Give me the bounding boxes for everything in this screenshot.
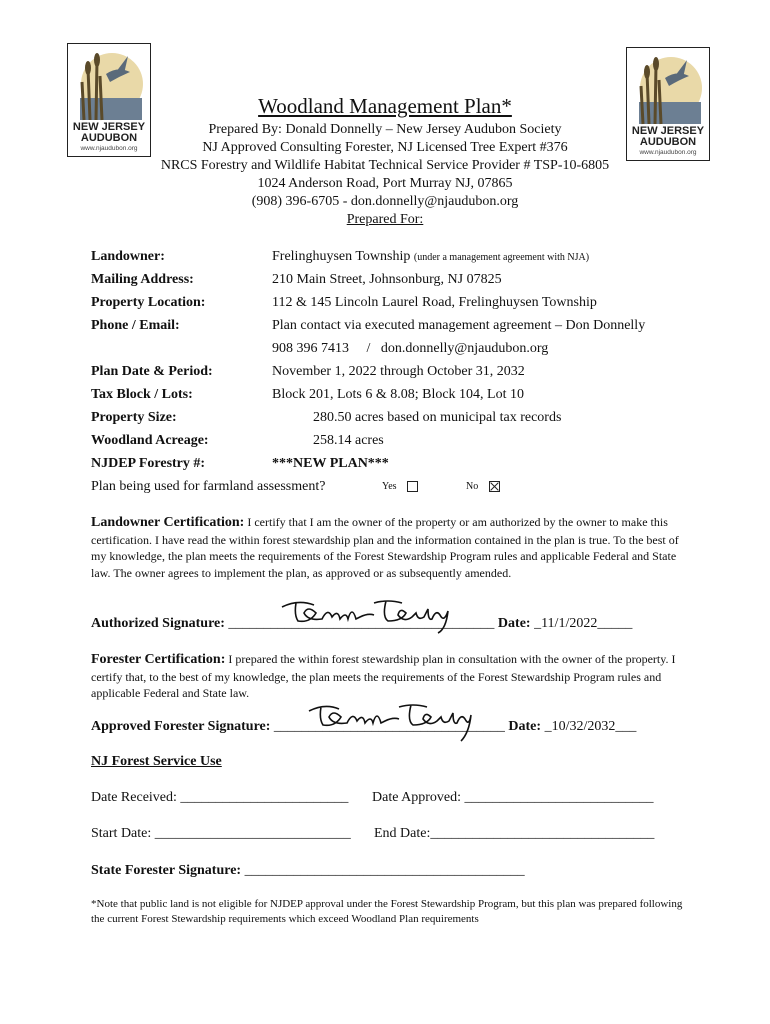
forester-signature-image [305,701,475,743]
logo-text-line2: AUDUBON [80,132,138,144]
woodland-value: 258.14 acres [313,433,384,448]
prepared-by: Prepared By: Donald Donnelly – New Jersey Audubon Society [208,122,562,137]
state-forester-signature-row [91,863,525,879]
date-received-field[interactable]: Date Received: ________________________ [91,790,349,805]
mailing-value: 210 Main Street, Johnsonburg, NJ 07825 [272,272,502,287]
no-checkbox-checked[interactable] [489,481,500,492]
provider: NRCS Forestry and Wildlife Habitat Technical Service Provider # TSP-10-6805 [160,158,610,173]
forester-cert-heading: Forester Certification: [91,652,226,667]
tax-label: Tax Block / Lots: [91,387,193,402]
authorized-sig-label: Authorized Signature: [91,616,225,631]
landowner-cert-heading: Landowner Certification: [91,515,245,530]
forester-sig-line[interactable]: _________________________________ [273,719,505,734]
state-forester-line[interactable]: ________________________________________ [244,863,525,878]
page-title: Woodland Management Plan* [258,94,512,118]
size-label: Property Size: [91,410,177,425]
landowner-value: Frelinghuysen Township (under a management agreement with NJA) [272,249,590,264]
forestry-label: NJDEP Forestry #: [91,456,206,471]
mailing-label: Mailing Address: [91,272,194,287]
landowner-label: Landowner: [91,249,165,264]
size-value: 280.50 acres based on municipal tax records [313,410,562,425]
phone-value-1: Plan contact via executed management agreement – Don Donnelly [272,318,646,333]
yes-checkbox[interactable] [407,481,418,492]
date-approved-field[interactable]: Date Approved: ___________________________ [372,790,654,805]
forester-date-value[interactable]: _10/32/2032___ [544,719,637,734]
address: 1024 Anderson Road, Port Murray NJ, 07865 [257,176,513,191]
forester-date-label: Date: [508,719,542,734]
landowner-signature-image [278,595,458,635]
end-date-field[interactable]: End Date:________________________________ [374,826,655,841]
start-date-field[interactable]: Start Date: ____________________________ [91,826,351,841]
location-value: 112 & 145 Lincoln Laurel Road, Frelinghuysen Township [272,295,597,310]
forestry-value: ***NEW PLAN*** [272,456,389,471]
footnote: *Note that public land is not eligible for NJDEP approval under the Forest Stewardship Program, but this plan was prepared following the current Forest Stewardship requirements which exceed Woodland Plan requirements [91,898,683,925]
woodland-label: Woodland Acreage: [91,433,209,448]
location-label: Property Location: [91,295,206,310]
authorized-sig-line[interactable]: ______________________________________ [228,616,495,631]
logo-url: www.njaudubon.org [639,149,697,156]
logo-text-line2: AUDUBON [639,136,697,148]
forester-certification [91,651,681,702]
landowner-certification [91,514,681,581]
nj-forest-service-heading: NJ Forest Service Use [91,754,222,769]
authorized-date-label: Date: [497,616,531,631]
landowner-note: (under a management agreement with NJA) [413,252,590,263]
phone-label: Phone / Email: [91,318,180,333]
authorized-date-value[interactable]: _11/1/2022_____ [534,616,633,631]
farmland-question: Plan being used for farmland assessment? [91,479,326,494]
yes-option [382,481,418,492]
logo-text-line1: NEW JERSEY [72,121,146,133]
no-option [466,481,500,492]
contact: (908) 396-6705 - don.donnelly@njaudubon.org [251,194,519,209]
no-label: No [466,481,479,492]
prepared-for: Prepared For: [346,212,424,227]
plan-date-value: November 1, 2022 through October 31, 2032 [272,364,525,379]
yes-label: Yes [382,481,397,492]
landowner-cert-text: I certify that I am the owner of the property or am authorized by the owner to make this certification. I have read the within forest stewardship plan and the information contained in the plan is true. To the best of my knowledge, the plan meets the requirements of the Forest Stewardship Program rules and applicable Federal and State law. The owner agrees to implement the plan, as approved or as subsequently amended. [91,515,679,580]
plan-date-label: Plan Date & Period: [91,364,213,379]
logo-text-line1: NEW JERSEY [631,125,705,137]
tax-value: Block 201, Lots 6 & 8.08; Block 104, Lot 10 [272,387,524,402]
phone-value-2: 908 396 7413 / don.donnelly@njaudubon.org [272,341,549,356]
forester-sig-label: Approved Forester Signature: [91,719,271,734]
logo-url: www.njaudubon.org [80,145,138,152]
state-forester-label: State Forester Signature: [91,863,242,878]
forester-cert-text: I prepared the within forest stewardship plan in consultation with the owner of the property. I certify that, to the best of my knowledge, the plan meets the requirements of the Forest Stewardship Program rules and applicable Federal and State law. [91,652,676,700]
credentials: NJ Approved Consulting Forester, NJ Licensed Tree Expert #376 [202,140,568,155]
